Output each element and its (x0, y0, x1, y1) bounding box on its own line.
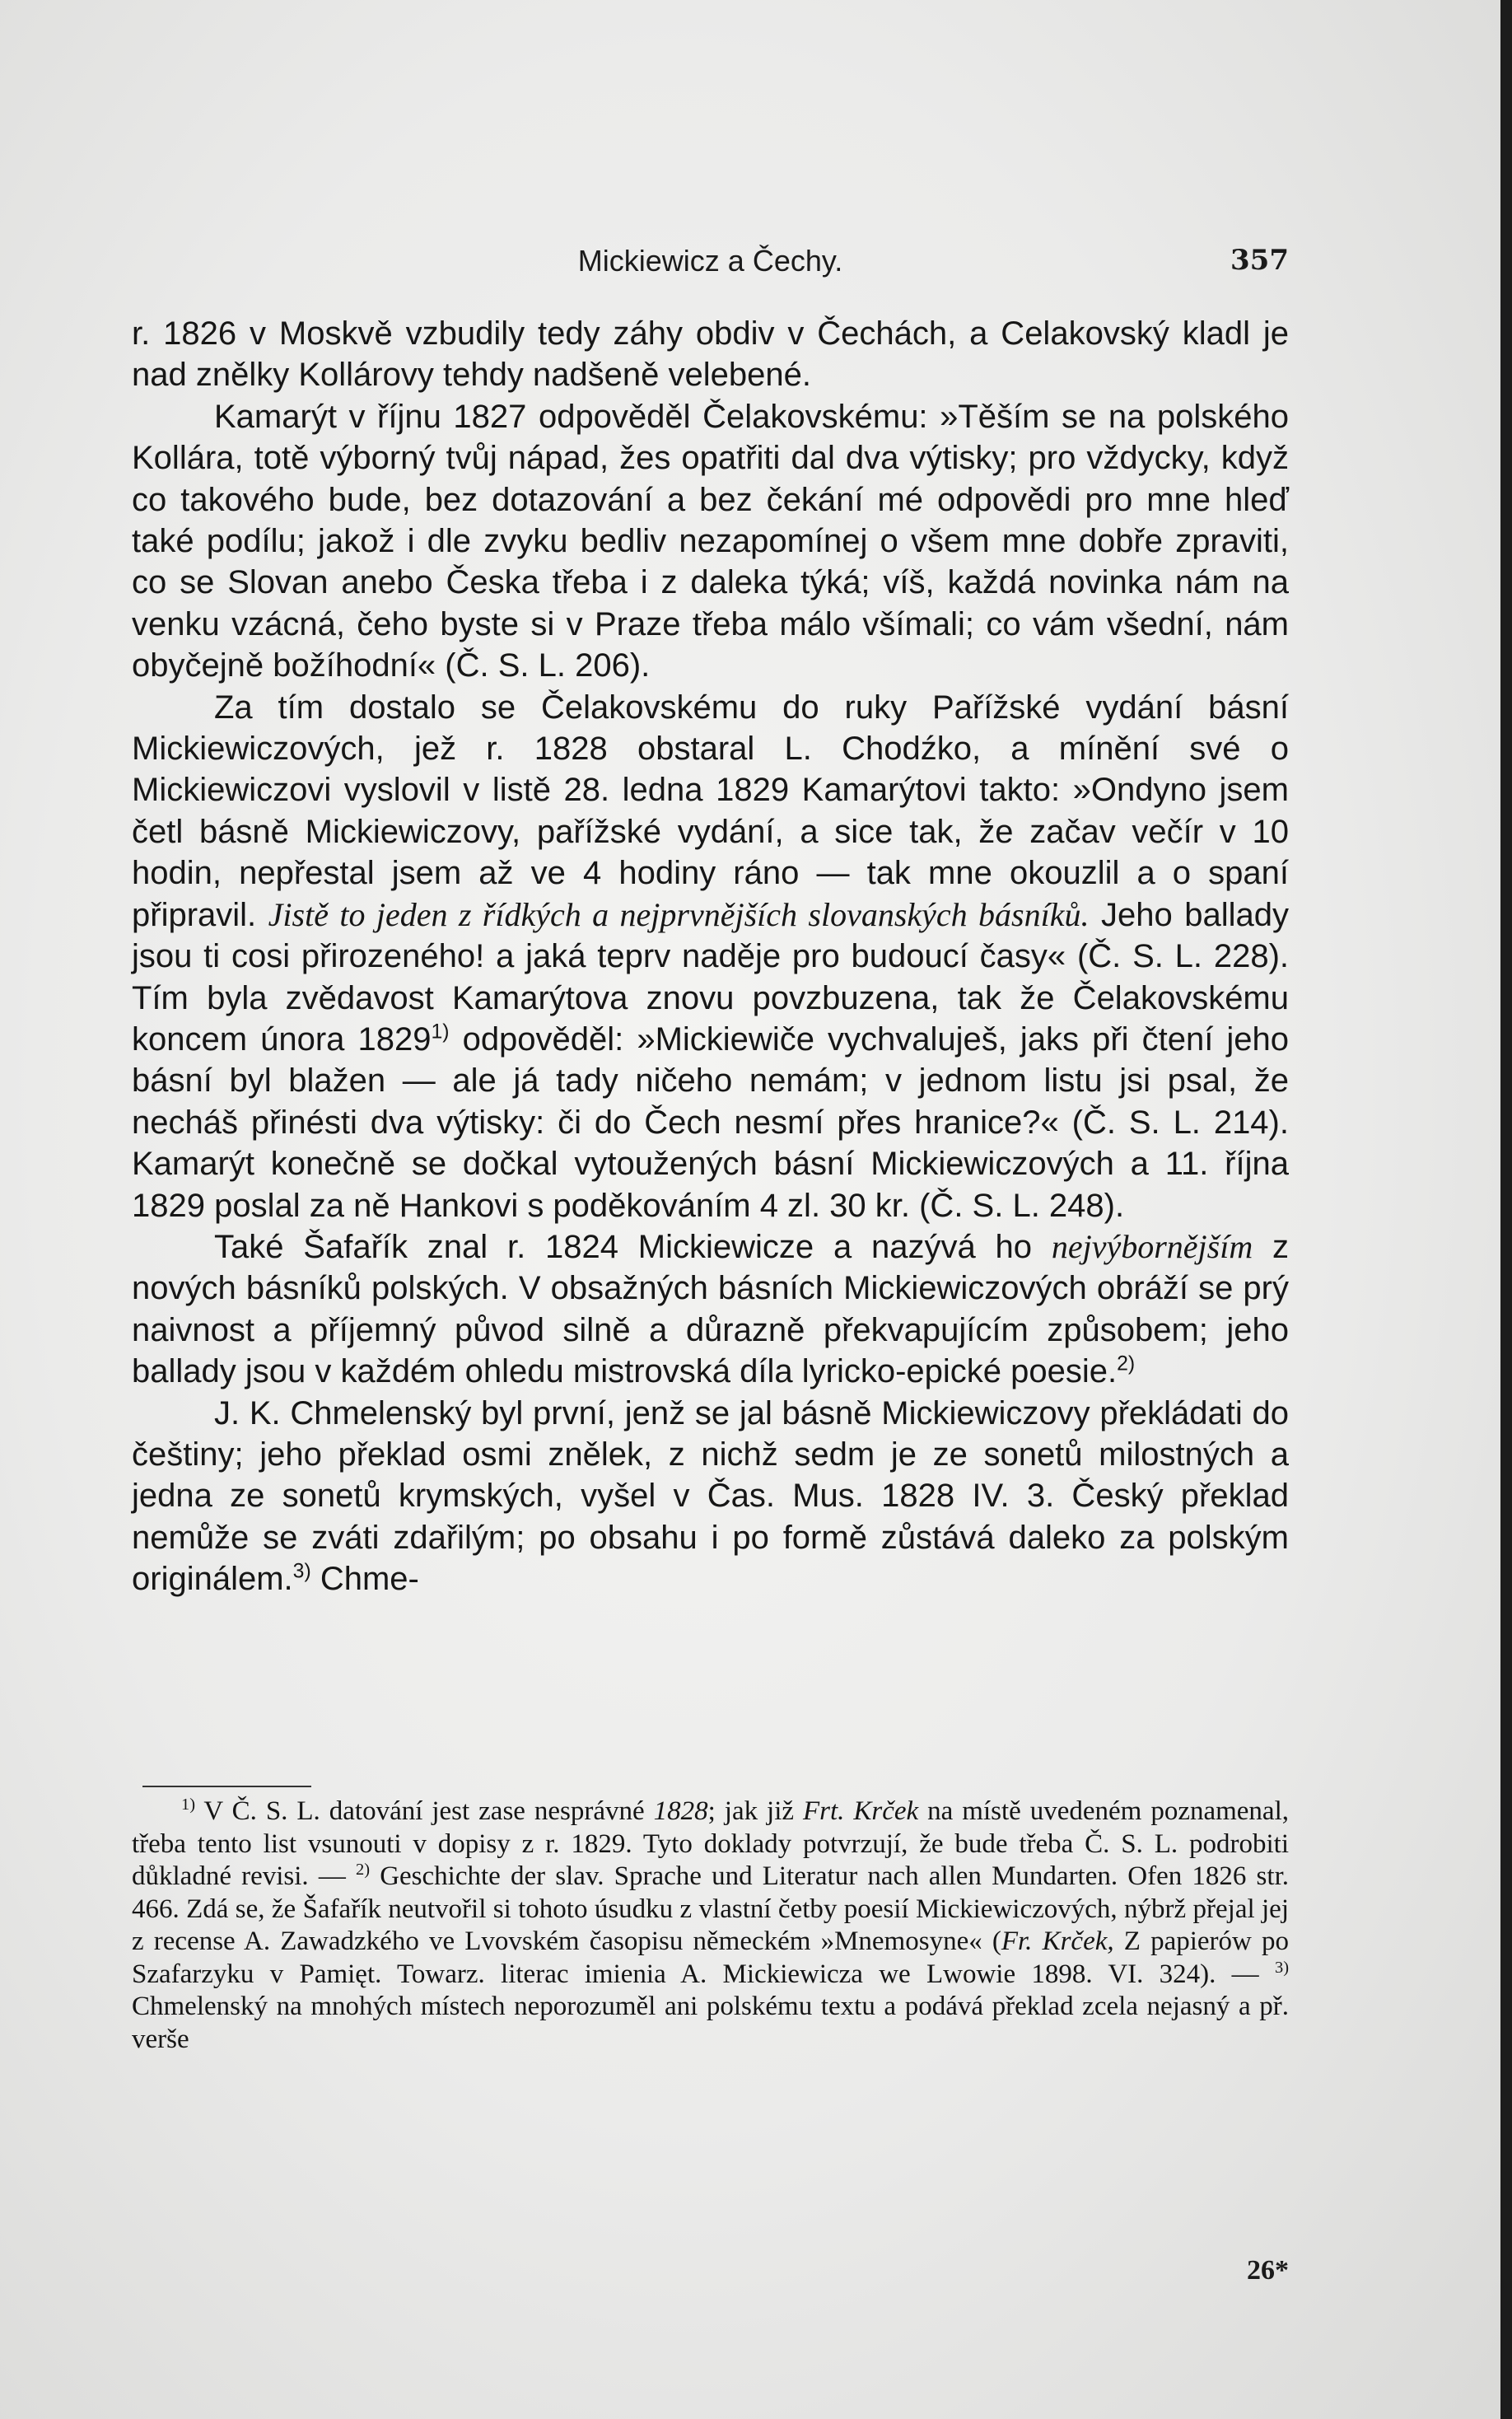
text-run: Chme- (310, 1561, 419, 1598)
footnote-block (132, 1796, 1289, 2056)
italic-text: Fr. Krček, (1001, 1926, 1114, 1956)
text-run: Také Šafařík znal r. 1824 Mickiewicze a nazývá ho (214, 1228, 1052, 1265)
text-run: Z papierów po Szafarzyku v Pamięt. Towarz. literac imienia A. Mickiewicza we Lwowie 1898. VI. 324). — (132, 1926, 1289, 1989)
italic-text: Jistě to jeden z řídkých a nejprvnějších slovanských básníků. (268, 895, 1090, 933)
italic-text: 1828 (653, 1796, 708, 1826)
scan-edge (1500, 0, 1512, 2419)
footnote-marker: 2) (356, 1861, 371, 1879)
text-run: na místě uvedeném poznamenal, třeba tento list vsunouti v dopisy z r. 1829. Tyto doklady potvrzují, že bude třeba Č. S. L. podrobiti důkladné revisi. — (132, 1796, 1289, 1891)
footnote-marker: 1) (181, 1796, 196, 1814)
text-run: Za tím dostalo se Čelakovskému do ruky Pařížské vydání básní Mickiewiczových, jež r. 1828 obstaral L. Chodźko, a mínění své o Mickiewiczovi vyslovil v listě 28. ledna 1829 Kamarýtovi takto: »Ondyno jsem četl básně Mickiewiczovy, pařížské vydání, a sice tak, že začav večír v 10 hodin, nepřestal jsem až ve 4 hodiny ráno — tak mne okouzlil a o spaní připravil. (132, 689, 1289, 933)
main-text (132, 313, 1289, 1600)
text-run: J. K. Chmelenský byl první, jenž se jal básně Mickiewiczovy překládati do češtiny; jeho překlad osmi znělek, z nichž sedm je ze sonetů milostných a jedna ze sonetů krymských, vyšel v Čas. Mus. 1828 IV. 3. Český překlad nemůže se zváti zdařilým; po obsahu i po formě zůstává daleko za polským originálem. (132, 1394, 1289, 1598)
paragraph-4 (132, 1226, 1289, 1393)
paragraph-1 (132, 313, 1289, 396)
text-run: Kamarýt v říjnu 1827 odpověděl Čelakovskému: »Těším se na polského Kollára, totě výborný tvůj nápad, žes opatřiti dal dva výtisky; pro vždycky, když co takového bude, bez dotazování a bez čekání mé odpovědi pro mne hleď také podílu; jakož i dle zvyku bedliv nezapomínej o všem mne dobře zpraviti, co se Slovan anebo Česka třeba i z daleka týká; víš, každá novinka nám na venku vzácná, čeho byste si v Praze třeba málo všímali; co vám všední, nám obyčejně božíhodní« (Č. S. L. 206). (132, 398, 1289, 684)
footnote-rule (142, 1786, 311, 1787)
italic-text: Frt. Krček (803, 1796, 919, 1826)
text-run: Chmelenský na mnohých místech neporozuměl ani polskému textu a podává překlad zcela nejasný a př. verše (132, 1992, 1289, 2054)
paragraph-2 (132, 396, 1289, 687)
printer-signature: 26* (1247, 2255, 1289, 2286)
footnote-marker: 2) (1117, 1352, 1136, 1375)
footnotes (132, 1796, 1289, 2056)
text-run: ; jak již (707, 1796, 804, 1826)
page-number: 357 (1230, 244, 1289, 277)
text-run: z nových básníků polských. V obsažných básních Mickiewiczových obráží se prý naivnost a příjemný původ silně a důrazně překvapujícím způsobem; jeho ballady jsou v každém ohledu mistrovská díla lyricko-epické poesie. (132, 1228, 1290, 1390)
text-run: r. 1826 v Moskvě vzbudily tedy záhy obdiv v Čechách, a Celakovský kladl je nad znělky Kollárovy tehdy nadšeně velebené. (132, 315, 1289, 394)
text-run: Geschichte der slav. Sprache und Literatur nach allen Mundarten. Ofen 1826 str. 466. Zdá se, že Šafařík neutvořil si tohoto úsudku z vlastní četby poesií Mickiewiczových, nýbrž přejal jej z recense A. Zawadzkého ve Lvovském časopisu německém »Mnemosyne« ( (132, 1861, 1289, 1956)
text-run: Jeho ballady jsou ti cosi přirozeného! a jaká teprv naděje pro budoucí časy« (Č. S. L. 228). Tím byla zvědavost Kamarýtova znovu povzbuzena, tak že Čelakovskému koncem února 1829 (132, 896, 1289, 1058)
running-title: Mickiewicz a Čechy. (577, 244, 843, 278)
footnote-marker: 3) (1274, 1958, 1289, 1977)
italic-text: nejvýbornějším (1051, 1227, 1253, 1265)
text-run: odpověděl: »Mickiewiče vychvaluješ, jaks při čtení jeho básní byl blažen — ale já tady ničeho nemám; v jednom listu jsi psal, že necháš přinésti dva výtisky: či do Čech nesmí přes hranice?« (Č. S. L. 214). Kamarýt konečně se dočkal vytoužených básní Mickiewiczových a 11. října 1829 poslal za ně Hankovi s poděkováním 4 zl. 30 kr. (Č. S. L. 248). (132, 1020, 1289, 1224)
paragraph-3 (132, 687, 1289, 1226)
page-header (132, 240, 1289, 290)
footnote-marker: 3) (292, 1560, 311, 1583)
footnote-marker: 1) (431, 1020, 450, 1044)
text-run: V Č. S. L. datování jest zase nesprávné (195, 1796, 654, 1826)
paragraph-5 (132, 1393, 1289, 1600)
